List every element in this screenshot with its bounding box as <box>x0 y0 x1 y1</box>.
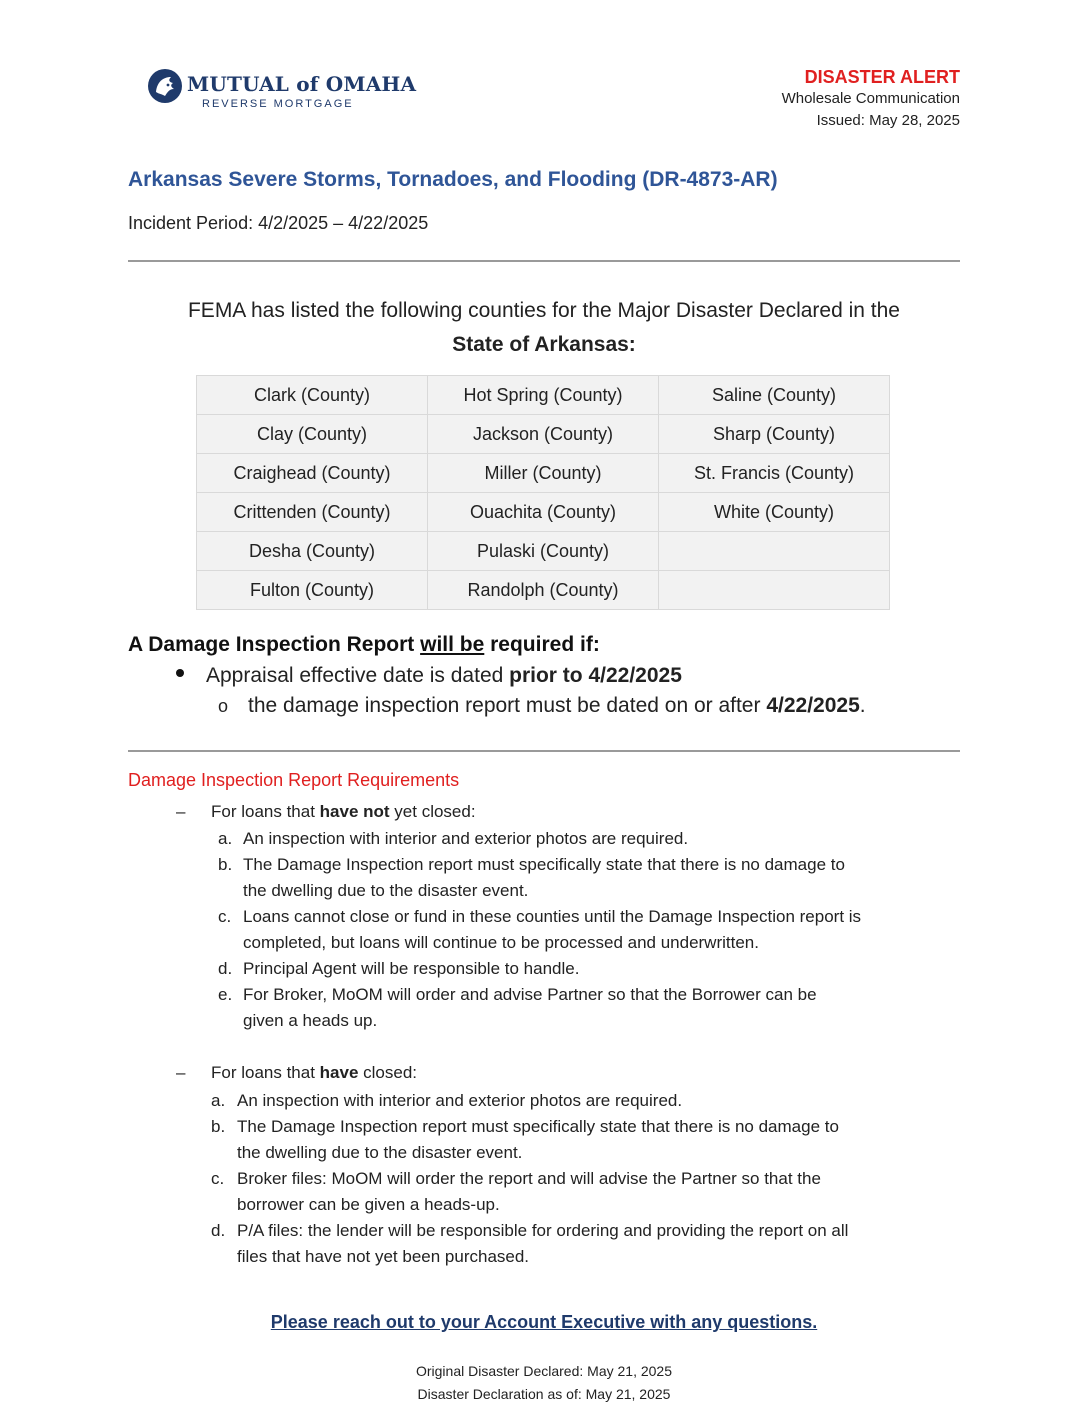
county-cell: Miller (County) <box>428 454 659 493</box>
declaration-as-of-date: Disaster Declaration as of: May 21, 2025 <box>417 1386 671 1402</box>
county-cell: Clark (County) <box>197 376 428 415</box>
county-cell: Jackson (County) <box>428 415 659 454</box>
logo-subtitle: REVERSE MORTGAGE <box>202 98 354 110</box>
sub-bullet-text: the damage inspection report must be dated on or after <box>248 694 767 717</box>
county-cell: Pulaski (County) <box>428 532 659 571</box>
list-item-text: An inspection with interior and exterior photos are required. <box>237 1091 683 1110</box>
list-item-text: borrower can be given a heads-up. <box>237 1195 500 1214</box>
incident-period: Incident Period: 4/2/2025 – 4/22/2025 <box>128 213 429 233</box>
document-title: Arkansas Severe Storms, Tornadoes, and Flooding (DR-4873-AR) <box>128 168 778 191</box>
county-row <box>197 376 890 415</box>
county-cell: White (County) <box>659 493 890 532</box>
county-cell: Sharp (County) <box>659 415 890 454</box>
divider <box>128 260 960 262</box>
inspection-required-heading <box>128 633 600 657</box>
bullet-item <box>176 664 682 688</box>
county-cell: Hot Spring (County) <box>428 376 659 415</box>
fema-intro <box>128 294 960 362</box>
dash-marker: – <box>176 802 186 821</box>
list-item-text: given a heads up. <box>243 1011 378 1030</box>
lion-logo-icon <box>147 68 183 104</box>
county-row <box>197 493 890 532</box>
section-bold: have <box>319 1063 359 1082</box>
list-item-text: Principal Agent will be responsible to handle. <box>243 959 580 978</box>
list-item-text: completed, but loans will continue to be processed and underwritten. <box>243 933 759 952</box>
company-logo <box>147 68 417 112</box>
sub-bullet-marker: o <box>218 696 229 716</box>
logo-brand: MUTUAL of OMAHA <box>187 72 417 96</box>
contact-note <box>128 1312 960 1333</box>
communication-type: Wholesale Communication <box>781 90 960 107</box>
section-bold: have not <box>319 802 390 821</box>
requirements-heading: Damage Inspection Report Requirements <box>128 770 460 790</box>
list-item-text: Loans cannot close or fund in these counties until the Damage Inspection report is <box>243 907 862 926</box>
list-letter: a. <box>211 1091 226 1110</box>
section-post: closed: <box>358 1063 418 1082</box>
list-letter: b. <box>211 1117 226 1136</box>
section-post: yet closed: <box>389 802 476 821</box>
list-letter: a. <box>218 829 233 848</box>
list-letter: e. <box>218 985 233 1004</box>
sub-bullet-end: . <box>859 694 866 717</box>
list-item-text: the dwelling due to the disaster event. <box>243 881 529 900</box>
header-info <box>782 66 960 132</box>
heading-post: required if: <box>484 633 600 656</box>
not-closed-section-heading <box>176 802 476 822</box>
county-cell: Ouachita (County) <box>428 493 659 532</box>
list-letter: d. <box>218 959 233 978</box>
heading-underline: will be <box>420 633 485 656</box>
alert-label: DISASTER ALERT <box>804 67 960 87</box>
list-item-text: The Damage Inspection report must specifically state that there is no damage to <box>243 855 845 874</box>
section-pre: For loans that <box>211 1063 320 1082</box>
bullet-text: Appraisal effective date is dated <box>206 664 510 687</box>
county-row <box>197 454 890 493</box>
county-cell <box>659 571 890 610</box>
state-name: State of Arkansas: <box>452 333 636 356</box>
bullet-dot-icon <box>176 669 184 677</box>
bullet-bold: prior to 4/22/2025 <box>509 664 682 687</box>
list-letter: c. <box>211 1169 225 1188</box>
list-item-text: An inspection with interior and exterior photos are required. <box>243 829 689 848</box>
county-cell: Saline (County) <box>659 376 890 415</box>
list-item-text: The Damage Inspection report must specifically state that there is no damage to <box>237 1117 839 1136</box>
list-item-text: P/A files: the lender will be responsible for ordering and providing the report on all <box>237 1221 849 1240</box>
sub-bullet-bold: 4/22/2025 <box>766 694 860 717</box>
section-pre: For loans that <box>211 802 320 821</box>
dash-marker: – <box>176 1063 186 1082</box>
county-row <box>197 532 890 571</box>
sub-bullet-item <box>218 694 866 718</box>
county-cell: Fulton (County) <box>197 571 428 610</box>
county-table <box>196 375 890 610</box>
list-item-text: files that have not yet been purchased. <box>237 1247 530 1266</box>
fema-intro-text: FEMA has listed the following counties for the Major Disaster Declared in the <box>187 299 900 322</box>
list-letter: d. <box>211 1221 226 1240</box>
county-cell: Crittenden (County) <box>197 493 428 532</box>
closed-section-heading <box>176 1063 417 1083</box>
list-letter: b. <box>218 855 233 874</box>
contact-text: Please reach out to your Account Executive with any questions. <box>270 1312 818 1332</box>
county-cell: Desha (County) <box>197 532 428 571</box>
divider <box>128 750 960 752</box>
list-item-text: the dwelling due to the disaster event. <box>237 1143 523 1162</box>
list-letter: c. <box>218 907 232 926</box>
county-cell <box>659 532 890 571</box>
county-row <box>197 571 890 610</box>
county-cell: Craighead (County) <box>197 454 428 493</box>
heading-pre: A Damage Inspection Report <box>128 633 421 656</box>
list-item-text: For Broker, MoOM will order and advise Partner so that the Borrower can be <box>243 985 817 1004</box>
county-cell: Clay (County) <box>197 415 428 454</box>
county-row <box>197 415 890 454</box>
issued-date: Issued: May 28, 2025 <box>816 112 960 129</box>
original-declared-date: Original Disaster Declared: May 21, 2025 <box>415 1363 672 1379</box>
list-item-text: Broker files: MoOM will order the report and will advise the Partner so that the <box>237 1169 821 1188</box>
county-cell: Randolph (County) <box>428 571 659 610</box>
county-cell: St. Francis (County) <box>659 454 890 493</box>
